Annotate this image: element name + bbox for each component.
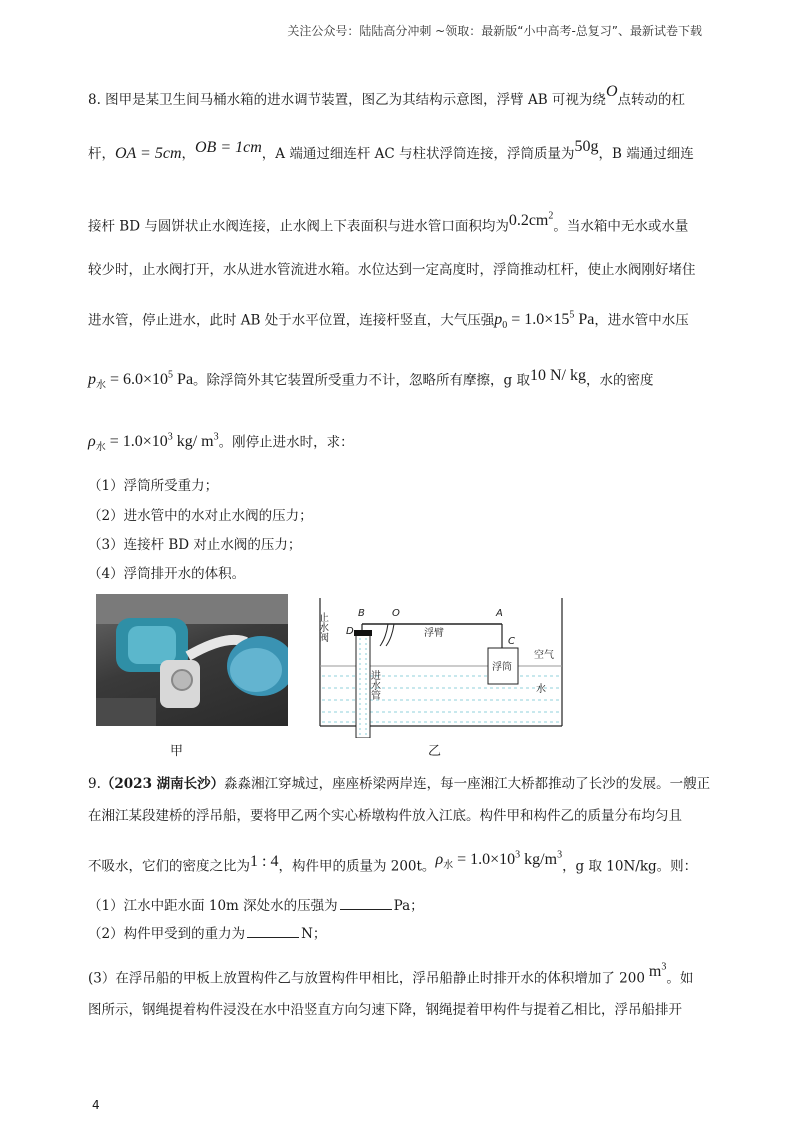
q9-unit-exp: 3 xyxy=(661,962,667,973)
figure-photo-jia xyxy=(96,594,288,726)
label-water: 水 xyxy=(536,684,546,695)
structure-diagram xyxy=(316,598,566,738)
q8-p0-unit: Pa xyxy=(574,311,595,329)
q8-pwater-exp: 5 xyxy=(168,370,174,381)
q8-density-unit-exp: 3 xyxy=(213,432,219,443)
q8-p0-value: = 1.0×15 xyxy=(507,311,570,329)
answer-blank-1[interactable] xyxy=(340,897,392,910)
q8-text: 杆， xyxy=(88,146,115,162)
q8-density-exp: 3 xyxy=(167,432,173,443)
page-header: 关注公众号：陆陆高分冲刺 ~领取：最新版“小中高考-总复习”、最新试卷下载 xyxy=(287,24,702,38)
q9-text: ，构件甲的质量为 200t。 xyxy=(278,858,436,875)
q8-text: 接杆 BD 与圆饼状止水阀连接，止水阀上下表面积与进水管口面积均为 xyxy=(88,218,509,235)
q8-mass: 50g xyxy=(574,138,599,155)
q8-sub-2: （2）进水管中的水对止水阀的压力； xyxy=(88,508,313,524)
label-valve: 止水阀 xyxy=(316,612,328,642)
q8-text: ， xyxy=(181,146,195,162)
q9-text: 不吸水，它们的密度之比为 xyxy=(88,858,250,875)
q8-line-1 xyxy=(88,83,685,110)
q8-oa: OA = 5cm xyxy=(115,145,182,162)
q8-density-unit: kg/ m xyxy=(172,433,214,451)
caption-jia: 甲 xyxy=(170,744,184,759)
q9-number: 9. xyxy=(88,776,101,792)
q9-ratio: 1 : 4 xyxy=(250,853,279,871)
q8-rho-sub: 水 xyxy=(95,442,106,454)
q8-rho-symbol: ρ xyxy=(88,433,96,451)
q9-line-2: 在湘江某段建桥的浮吊船，要将甲乙两个实心桥墩构件放入江底。构件甲和构件乙的质量分布均匀且 xyxy=(88,808,682,824)
q9-sub-1 xyxy=(88,896,424,916)
q9-text: (3）在浮吊船的甲板上放置构件乙与放置构件甲相比，浮吊船静止时排开水的体积增加了 200 xyxy=(88,970,645,987)
q8-text: 。刚停止进水时，求： xyxy=(218,434,354,451)
q9-text: N； xyxy=(301,926,327,942)
figure-diagram-yi xyxy=(316,598,566,742)
label-A: A xyxy=(496,608,503,619)
answer-blank-2[interactable] xyxy=(247,925,299,938)
toilet-valve-photo xyxy=(96,594,288,726)
label-O: O xyxy=(392,608,400,619)
q9-density-exp: 3 xyxy=(515,850,521,861)
q8-line-3 xyxy=(88,212,688,236)
q8-p-sub: 0 xyxy=(502,320,508,332)
label-D: D xyxy=(346,626,354,637)
q9-text: （2）构件甲受到的重力为 xyxy=(88,926,246,942)
q9-text: ，g 取 10N/kg。则： xyxy=(562,858,698,875)
q8-p-symbol: p xyxy=(88,371,96,389)
q9-text: Pa； xyxy=(393,898,424,914)
q9-sub-3 xyxy=(88,964,693,988)
q9-text: （1）江水中距水面 10m 深处水的压强为 xyxy=(88,898,338,914)
q8-sub-3: （3）连接杆 BD 对止水阀的压力； xyxy=(88,537,302,553)
caption-yi: 乙 xyxy=(428,744,442,759)
q9-line-3 xyxy=(88,852,697,883)
q8-line-6 xyxy=(88,366,653,397)
q8-pwater-unit: Pa xyxy=(173,371,194,389)
q8-text: 点转动的杠 xyxy=(617,92,685,108)
label-C: C xyxy=(508,636,515,647)
q8-text: ，水的密度 xyxy=(585,372,654,389)
q8-pwater xyxy=(88,370,194,392)
q8-line-4: 较少时，止水阀打开，水从进水管流进水箱。水位达到一定高度时，浮筒推动杠杆，使止水阀刚好堵住 xyxy=(88,262,696,278)
q8-line-2 xyxy=(88,138,694,164)
q8-text: ，A 端通过细连杆 AC 与柱状浮筒连接，浮筒质量为 xyxy=(261,146,575,162)
q9-rho-sub: 水 xyxy=(443,860,454,872)
q8-sub-4: （4）浮筒排开水的体积。 xyxy=(88,566,246,582)
q9-source: （2023 湖南长沙） xyxy=(100,776,225,792)
q8-p-symbol: p xyxy=(494,311,503,329)
q8-density xyxy=(88,432,219,454)
q8-sub-1: （1）浮筒所受重力； xyxy=(88,478,219,494)
q8-var-O: O xyxy=(605,83,618,100)
q8-area-value: 0.2cm xyxy=(508,212,549,230)
q8-text: 。除浮筒外其它装置所受重力不计，忽略所有摩擦，g 取 xyxy=(193,372,530,389)
q9-text: 淼淼湘江穿城过，座座桥梁两岸连，每一座湘江大桥都推动了长沙的发展。一艘正 xyxy=(224,776,711,792)
q8-line-7 xyxy=(88,428,354,459)
q8-text: 。当水箱中无水或水量 xyxy=(553,218,689,235)
q8-text: ，进水管中水压 xyxy=(594,312,689,329)
q9-unit-m: m xyxy=(644,963,662,981)
q9-density xyxy=(435,850,563,872)
label-B: B xyxy=(358,608,365,619)
q8-text: ，B 端通过细连 xyxy=(598,146,694,162)
q8-text: 进水管，停止进水，此时 AB 处于水平位置，连接杆竖直，大气压强 xyxy=(88,312,495,329)
label-arm: 浮臂 xyxy=(424,628,444,639)
page-number: 4 xyxy=(92,1098,100,1112)
q8-g: 10 N/ kg xyxy=(529,367,586,385)
q9-density-value: = 1.0×10 xyxy=(453,851,516,869)
q8-p0 xyxy=(494,310,595,332)
q8-density-value: = 1.0×10 xyxy=(105,433,168,451)
label-pipe: 进水管 xyxy=(368,670,380,700)
q8-area xyxy=(509,212,554,229)
q9-volume-unit xyxy=(645,963,666,980)
q9-density-unit: kg/m xyxy=(520,851,558,869)
q9-line-4: 图所示，钢绳提着构件浸没在水中沿竖直方向匀速下降，钢绳提着甲构件与提着乙相比，浮吊船排开 xyxy=(88,1002,682,1018)
q8-area-exp: 2 xyxy=(548,211,554,222)
q9-rho-symbol: ρ xyxy=(435,851,444,869)
label-air: 空气 xyxy=(534,650,554,661)
label-float: 浮筒 xyxy=(492,662,512,673)
q9-text: 。如 xyxy=(666,970,694,987)
q9-sub-2 xyxy=(88,924,326,944)
q9-line-1 xyxy=(88,774,710,794)
q8-pwater-value: = 6.0×10 xyxy=(106,371,169,389)
q8-ob: OB = 1cm xyxy=(195,139,262,156)
q8-line-5 xyxy=(88,306,689,337)
q8-p-sub: 水 xyxy=(96,380,106,392)
q8-text: 8. 图甲是某卫生间马桶水箱的进水调节装置，图乙为其结构示意图，浮臂 AB 可视为绕 xyxy=(88,92,606,108)
q9-density-unit-exp: 3 xyxy=(557,850,563,861)
q8-p0-exp: 5 xyxy=(569,310,575,321)
